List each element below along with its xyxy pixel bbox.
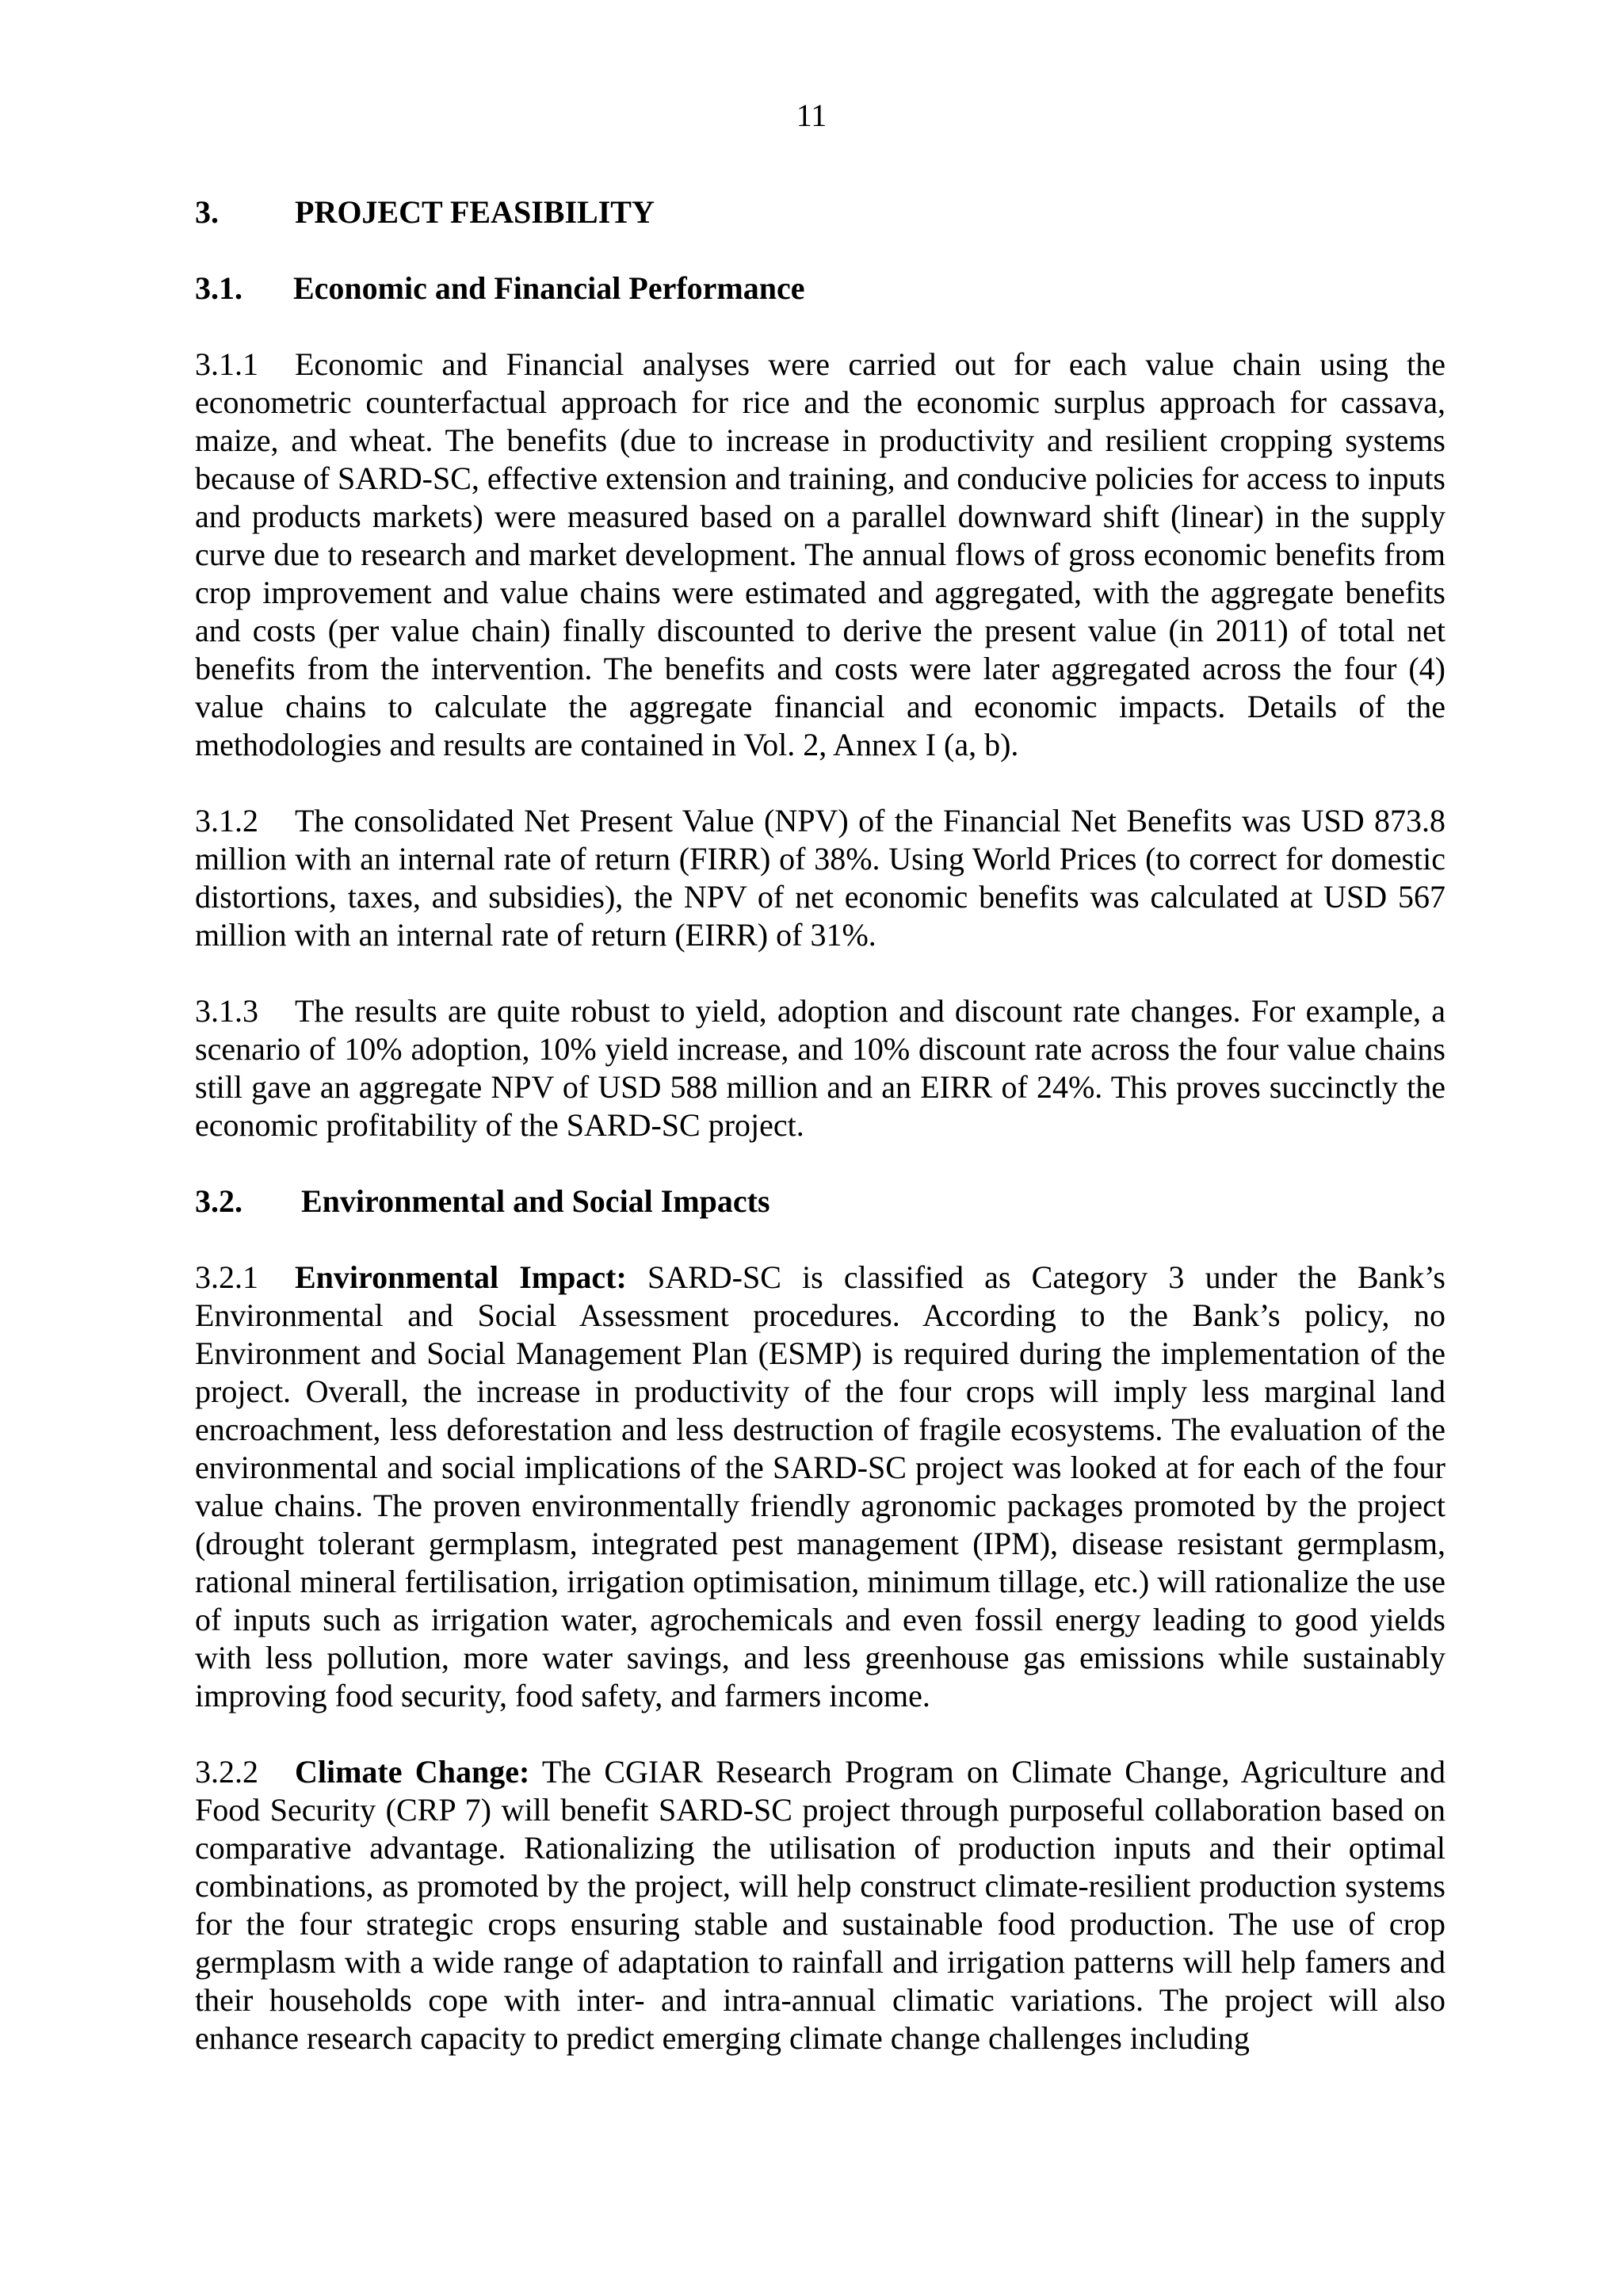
subsection-number: 3.2.	[195, 1183, 242, 1219]
paragraph-number: 3.2.2	[195, 1754, 258, 1790]
subsection-number: 3.1.	[195, 270, 242, 306]
paragraph-text: SARD-SC is classified as Category 3 under the Bank’s Environmental and Social Assessment procedures. According to the Bank’s policy, no Environment and Social Management Plan (ESMP) is required during the implementation of the project. Overall, the increase in productivity of the four crops will imply less marginal land encroachment, less deforestation and less destruction of fragile ecosystems. The evaluation of the environmental and social implications of the SARD-SC project was looked at for each of the four value chains. The proven environmentally friendly agronomic packages promoted by the project (drought tolerant germplasm, integrated pest management (IPM), disease resistant germplasm, rational mineral fertilisation, irrigation optimisation, minimum tillage, etc.) will rationalize the use of inputs such as irrigation water, agrochemicals and even fossil energy leading to good yields with less pollution, more water savings, and less greenhouse gas emissions while sustainably improving food security, food safety, and farmers income.	[195, 1259, 1445, 1713]
paragraph-text: The CGIAR Research Program on Climate Change, Agriculture and Food Security (CRP 7) will benefit SARD-SC project through purposeful collaboration based on comparative advantage. Rationalizing the utilisation of production inputs and their optimal combinations, as promoted by the project, will help construct climate-resilient production systems for the four strategic crops ensuring stable and sustainable food production. The use of crop germplasm with a wide range of adaptation to rainfall and irrigation patterns will help famers and their households cope with inter- and intra-annual climatic variations. The project will also enhance research capacity to predict emerging climate change challenges including	[195, 1754, 1445, 2056]
paragraph-3-1-3	[195, 992, 1445, 1144]
section-heading	[195, 193, 1445, 231]
page-content	[195, 193, 1445, 2057]
paragraph-text: The consolidated Net Present Value (NPV) of the Financial Net Benefits was USD 873.8 million with an internal rate of return (FIRR) of 38%. Using World Prices (to correct for domestic distortions, taxes, and subsidies), the NPV of net economic benefits was calculated at USD 567 million with an internal rate of return (EIRR) of 31%.	[195, 803, 1445, 953]
paragraph-3-2-1	[195, 1259, 1445, 1715]
paragraph-number: 3.1.3	[195, 993, 258, 1029]
paragraph-number: 3.1.1	[195, 346, 258, 382]
paragraph-lead: Environmental Impact:	[295, 1259, 627, 1295]
paragraph-3-1-2	[195, 802, 1445, 954]
subsection-heading-3-1	[195, 269, 1445, 308]
paragraph-3-1-1	[195, 346, 1445, 764]
paragraph-number: 3.2.1	[195, 1259, 258, 1295]
paragraph-3-2-2	[195, 1753, 1445, 2057]
paragraph-text: The results are quite robust to yield, adoption and discount rate changes. For example, a scenario of 10% adoption, 10% yield increase, and 10% discount rate across the four value chains still gave an aggregate NPV of USD 588 million and an EIRR of 24%. This proves succinctly the economic profitability of the SARD-SC project.	[195, 993, 1445, 1143]
subsection-heading-3-2	[195, 1182, 1445, 1221]
paragraph-number: 3.1.2	[195, 803, 258, 839]
paragraph-text: Economic and Financial analyses were carried out for each value chain using the econometric counterfactual approach for rice and the economic surplus approach for cassava, maize, and wheat. The benefits (due to increase in productivity and resilient cropping systems because of SARD-SC, effective extension and training, and conducive policies for access to inputs and products markets) were measured based on a parallel downward shift (linear) in the supply curve due to research and market development. The annual flows of gross economic benefits from crop improvement and value chains were estimated and aggregated, with the aggregate benefits and costs (per value chain) finally discounted to derive the present value (in 2011) of total net benefits from the intervention. The benefits and costs were later aggregated across the four (4) value chains to calculate the aggregate financial and economic impacts. Details of the methodologies and results are contained in Vol. 2, Annex I (a, b).	[195, 346, 1445, 762]
page-number: 11	[796, 97, 827, 133]
subsection-title: Environmental and Social Impacts	[301, 1183, 770, 1219]
subsection-title: Economic and Financial Performance	[293, 270, 805, 306]
paragraph-lead: Climate Change:	[295, 1754, 530, 1790]
section-number: 3.	[195, 194, 219, 230]
section-title: PROJECT FEASIBILITY	[295, 194, 655, 230]
